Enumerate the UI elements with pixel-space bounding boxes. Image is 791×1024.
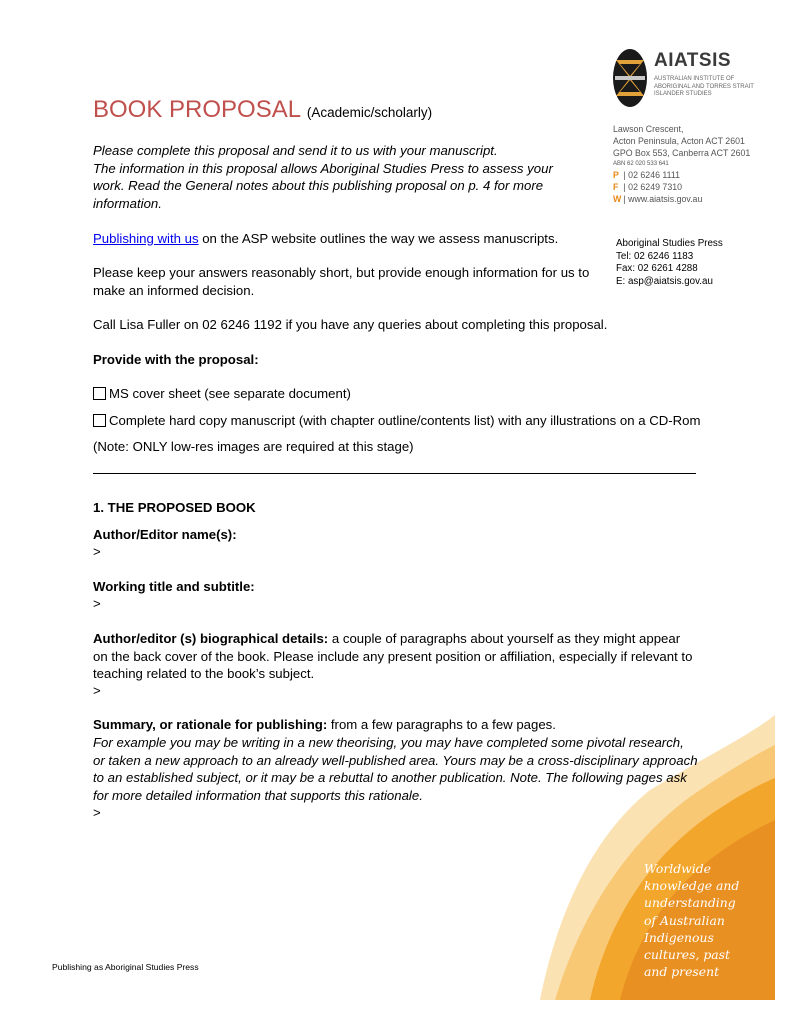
publishing-with-us-link[interactable]: Publishing with us bbox=[93, 231, 199, 246]
fax-line bbox=[613, 181, 750, 193]
page-footer: Publishing as Aboriginal Studies Press bbox=[52, 962, 199, 972]
title-text: BOOK PROPOSAL bbox=[93, 96, 301, 123]
motto-line: of Australian bbox=[644, 912, 725, 928]
contact-block bbox=[616, 238, 723, 288]
motto-line: and present bbox=[644, 964, 720, 980]
contact-email: E: asp@aiatsis.gov.au bbox=[616, 275, 713, 287]
low-res-note: (Note: ONLY low-res images are required at this stage) bbox=[93, 439, 414, 454]
checklist-item-ms-cover bbox=[93, 385, 693, 403]
title-input[interactable]: > bbox=[93, 596, 101, 611]
motto-line: cultures, past bbox=[644, 947, 730, 963]
intro-line: The information in this proposal allows Aboriginal Studies Press to assess your work. Read the General notes about this publishing proposal on p. 4 for more information. bbox=[93, 160, 553, 211]
call-paragraph: Call Lisa Fuller on 02 6246 1192 if you have any queries about completing this proposal. bbox=[93, 317, 608, 332]
summary-text: from a few paragraphs to a few pages. bbox=[327, 717, 556, 732]
logo-subtitle bbox=[654, 76, 764, 99]
address-block bbox=[613, 123, 750, 205]
link-rest-text: on the ASP website outlines the way we assess manuscripts. bbox=[198, 231, 559, 246]
intro-instructions bbox=[93, 142, 553, 212]
motto-line: knowledge and bbox=[644, 878, 740, 894]
bio-paragraph bbox=[93, 630, 698, 683]
logo-subline: AUSTRALIAN INSTITUTE OF bbox=[654, 76, 735, 82]
abn: ABN 62 020 533 641 bbox=[613, 160, 669, 167]
publishing-link-paragraph bbox=[93, 230, 693, 248]
contact-tel: Tel: 02 6246 1183 bbox=[616, 250, 694, 262]
phone-letter: P bbox=[613, 169, 619, 180]
bio-label: Author/editor (s) biographical details: bbox=[93, 631, 329, 646]
motto-line: Indigenous bbox=[644, 929, 714, 945]
logo-subline: ABORIGINAL AND TORRES STRAIT bbox=[654, 83, 754, 90]
motto-line: Worldwide bbox=[644, 861, 712, 876]
motto-line: understanding bbox=[644, 895, 736, 911]
fax-letter: F bbox=[613, 181, 619, 192]
aiatsis-logo-icon bbox=[612, 48, 648, 108]
contact-org: Aboriginal Studies Press bbox=[616, 238, 723, 249]
summary-heading-line bbox=[93, 716, 693, 734]
web-line bbox=[613, 193, 750, 205]
ms-cover-checkbox[interactable] bbox=[93, 387, 106, 400]
motto-text bbox=[644, 860, 764, 980]
title-subtitle: (Academic/scholarly) bbox=[306, 105, 433, 120]
logo-name: AIATSIS bbox=[654, 50, 732, 71]
section-divider bbox=[93, 473, 696, 474]
phone-line bbox=[613, 169, 750, 181]
author-label: Author/Editor name(s): bbox=[93, 527, 237, 542]
bio-text: a couple of paragraphs about yourself as they might appear on the back cover of the book. Please include any present position or affiliation, especially if relevant to teaching related to the book’s subject. bbox=[93, 631, 693, 681]
address-line: Lawson Crescent, bbox=[613, 124, 684, 134]
summary-guidance: For example you may be writing in a new theorising, you may have completed some pivotal research, or taken a new approach to an already well-published area. Yours may be a cross-disciplinary approach to an established subject, or it may be a rebuttal to another publication. Note. The following pages ask for more detailed information that supports this rationale. bbox=[93, 735, 698, 803]
title-label: Working title and subtitle: bbox=[93, 579, 255, 594]
checklist-label: Complete hard copy manuscript (with chapter outline/contents list) with any illustrations on a CD-Rom bbox=[109, 413, 701, 428]
checklist-label: MS cover sheet (see separate document) bbox=[109, 386, 351, 401]
checklist-item-manuscript bbox=[93, 412, 733, 430]
intro-line: Please complete this proposal and send it to us with your manuscript. bbox=[93, 143, 498, 158]
author-input[interactable]: > bbox=[93, 544, 101, 559]
logo-subline: ISLANDER STUDIES bbox=[654, 91, 712, 97]
address-line: GPO Box 553, Canberra ACT 2601 bbox=[613, 148, 751, 159]
address-line: Acton Peninsula, Acton ACT 2601 bbox=[613, 136, 745, 147]
provide-heading: Provide with the proposal: bbox=[93, 352, 259, 367]
bio-input[interactable]: > bbox=[93, 683, 101, 698]
phone-number: | 02 6246 1111 bbox=[623, 169, 681, 180]
summary-input[interactable]: > bbox=[93, 805, 101, 820]
section-heading: 1. THE PROPOSED BOOK bbox=[93, 500, 256, 515]
summary-label: Summary, or rationale for publishing: bbox=[93, 717, 328, 732]
page-title bbox=[93, 96, 432, 124]
web-letter: W bbox=[613, 194, 622, 205]
keep-short-paragraph: Please keep your answers reasonably short, but provide enough information for us to make an informed decision. bbox=[93, 265, 590, 298]
web-address: | www.aiatsis.gov.au bbox=[623, 194, 703, 205]
contact-fax: Fax: 02 6261 4288 bbox=[616, 263, 698, 275]
manuscript-checkbox[interactable] bbox=[93, 414, 106, 427]
fax-number: | 02 6249 7310 bbox=[623, 181, 682, 192]
